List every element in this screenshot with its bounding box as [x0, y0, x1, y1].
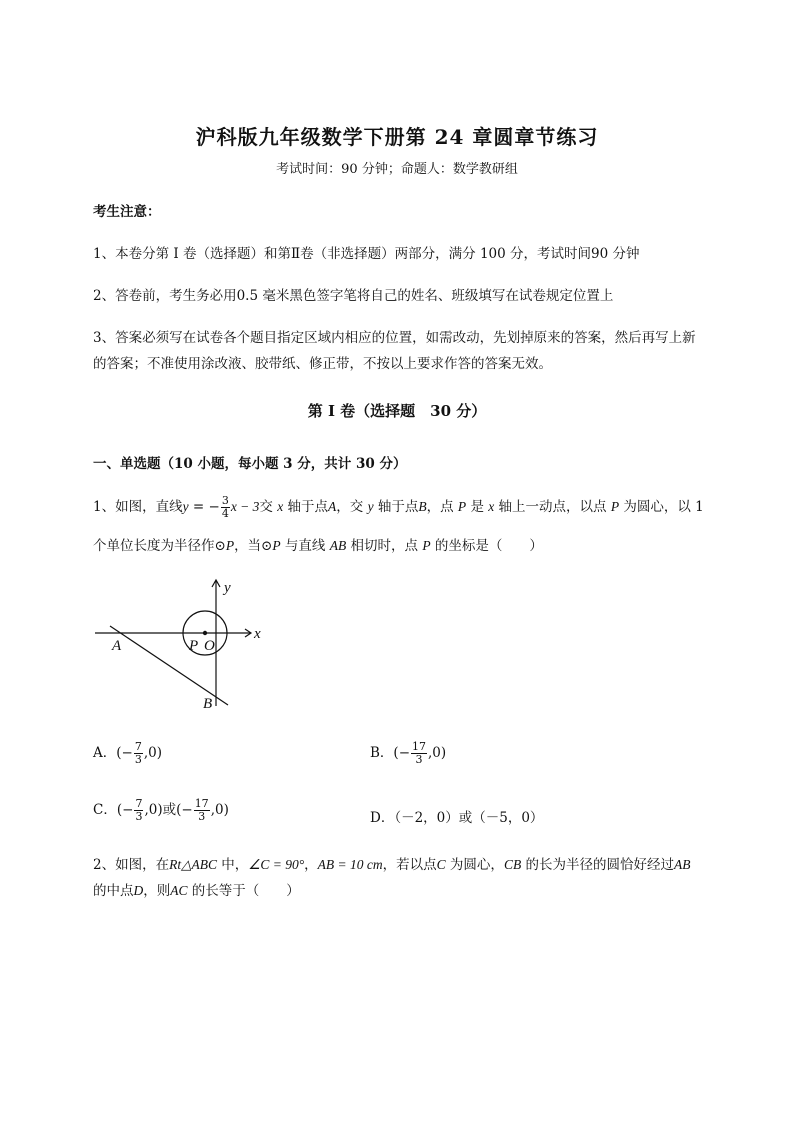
fraction: $\frac{3}{4}$ [221, 494, 229, 520]
label-x: x [254, 626, 261, 642]
option-b[interactable]: B．(− $\frac{17}{3}$ ,0) [370, 740, 447, 766]
question-1-figure [88, 574, 278, 719]
option-c[interactable]: C．(− $\frac{7}{3}$ ,0)或(− $\frac{17}{3}$ ,0) [93, 797, 229, 823]
label-y: y [224, 580, 231, 596]
question-2-line-1: 2、如图，在Rt△ABC 中，∠C = 90°，AB = 10 cm，若以点C 为圆心，CB 的长为半径的圆恰好经过AB [93, 857, 691, 873]
notice-heading: 考生注意： [93, 204, 161, 220]
page-title: 沪科版九年级数学下册第 24 章圆章节练习 [195, 125, 599, 149]
notice-item-1: 1、本卷分第 I 卷（选择题）和第Ⅱ卷（非选择题）两部分，满分 100 分，考试时间90 分钟 [93, 246, 640, 262]
option-a[interactable]: A．(− $\frac{7}{3}$ ,0) [93, 740, 162, 766]
notice-item-3-cont: 的答案；不准使用涂改液、胶带纸、修正带，不按以上要求作答的答案无效。 [93, 356, 552, 372]
notice-item-3: 3、答案必须写在试卷各个题目指定区域内相应的位置，如需改动，先划掉原来的答案，然后再写上新 [93, 330, 696, 346]
notice-item-2: 2、答卷前，考生务必用0.5 毫米黑色签字笔将自己的姓名、班级填写在试卷规定位置上 [93, 288, 614, 304]
question-1-line-1: 1、如图，直线y = − $\frac{3}{4}$ x − 3交 x 轴于点A，交 y 轴于点B，点 P 是 x 轴上一动点，以点 P 为圆心，以 1 [93, 494, 704, 520]
question-2-line-2: 的中点D，则AC 的长等于（ ） [93, 883, 300, 899]
question-1-line-2: 个单位长度为半径作⊙P，当⊙P 与直线 AB 相切时，点 P 的坐标是（ ） [93, 538, 543, 554]
point-p [203, 631, 207, 635]
label-a: A [112, 638, 122, 654]
page-subtitle: 考试时间：90 分钟；命题人：数学教研组 [276, 162, 518, 177]
label-p: P [189, 638, 199, 654]
part-heading: 一、单选题（10 小题，每小题 3 分，共计 30 分） [93, 456, 407, 472]
label-o: O [204, 638, 215, 654]
label-b: B [203, 696, 213, 712]
section-title: 第 I 卷（选择题 30 分） [307, 402, 487, 420]
option-d[interactable]: D．（－2，0）或（－5，0） [370, 810, 544, 826]
